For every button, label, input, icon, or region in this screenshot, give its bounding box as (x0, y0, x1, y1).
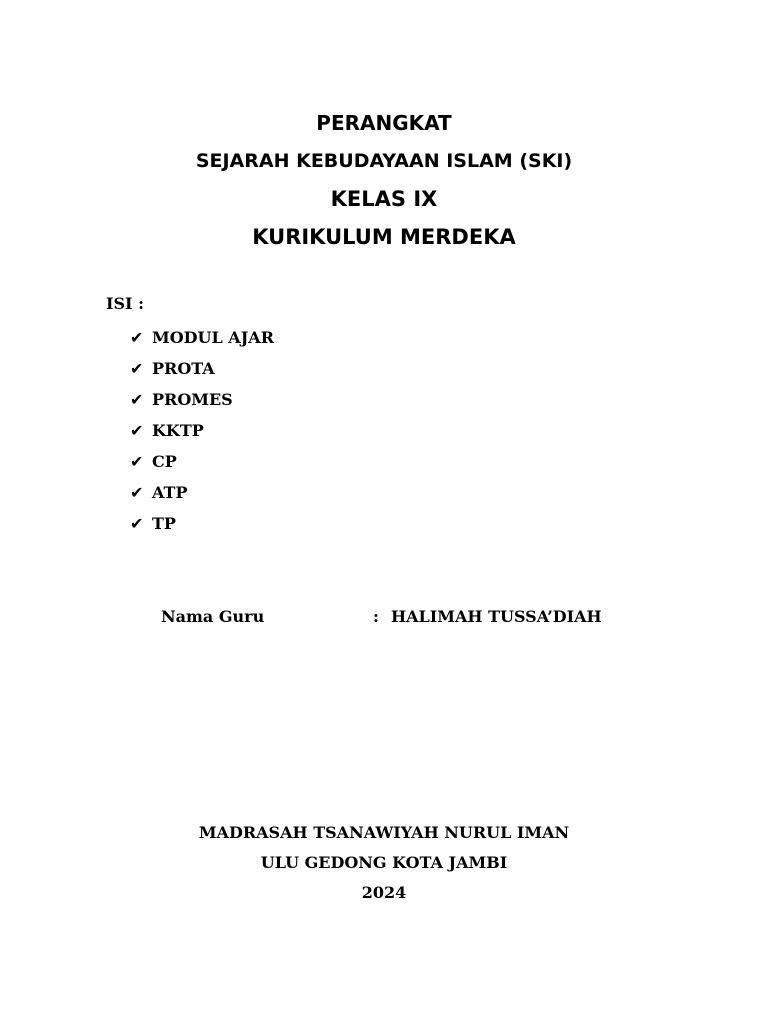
contents-list (130, 322, 274, 539)
title-curriculum: KURIKULUM MERDEKA (252, 225, 516, 249)
check-mark-icon: ✔ (130, 513, 144, 533)
list-item (130, 446, 274, 477)
check-mark-icon: ✔ (130, 327, 144, 347)
check-mark-icon: ✔ (130, 420, 144, 440)
document-title (0, 108, 768, 260)
list-item (130, 353, 274, 384)
list-item-label: PROMES (152, 389, 233, 409)
list-item-label: MODUL AJAR (152, 327, 274, 347)
list-item-label: CP (152, 451, 177, 471)
list-item (130, 322, 274, 353)
title-subject: SEJARAH KEBUDAYAAN ISLAM (SKI) (195, 150, 573, 172)
check-mark-icon: ✔ (130, 358, 144, 378)
list-item (130, 477, 274, 508)
list-item (130, 508, 274, 539)
check-mark-icon: ✔ (130, 451, 144, 471)
contents-label: ISI : (106, 294, 144, 313)
teacher-label: Nama Guru (161, 607, 265, 626)
check-mark-icon: ✔ (130, 482, 144, 502)
list-item (130, 384, 274, 415)
teacher-name: HALIMAH TUSSA’DIAH (391, 607, 602, 626)
check-mark-icon: ✔ (130, 389, 144, 409)
school-location: ULU GEDONG KOTA JAMBI (260, 853, 508, 872)
title-perangkat: PERANGKAT (316, 111, 452, 135)
list-item-label: ATP (152, 482, 188, 502)
list-item (130, 415, 274, 446)
list-item-label: PROTA (152, 358, 215, 378)
title-grade: KELAS IX (330, 187, 438, 211)
school-footer (0, 820, 768, 910)
school-name: MADRASAH TSANAWIYAH NURUL IMAN (198, 823, 570, 842)
document-year: 2024 (361, 883, 407, 902)
list-item-label: TP (152, 513, 176, 533)
teacher-separator: : (373, 607, 379, 626)
list-item-label: KKTP (152, 420, 204, 440)
